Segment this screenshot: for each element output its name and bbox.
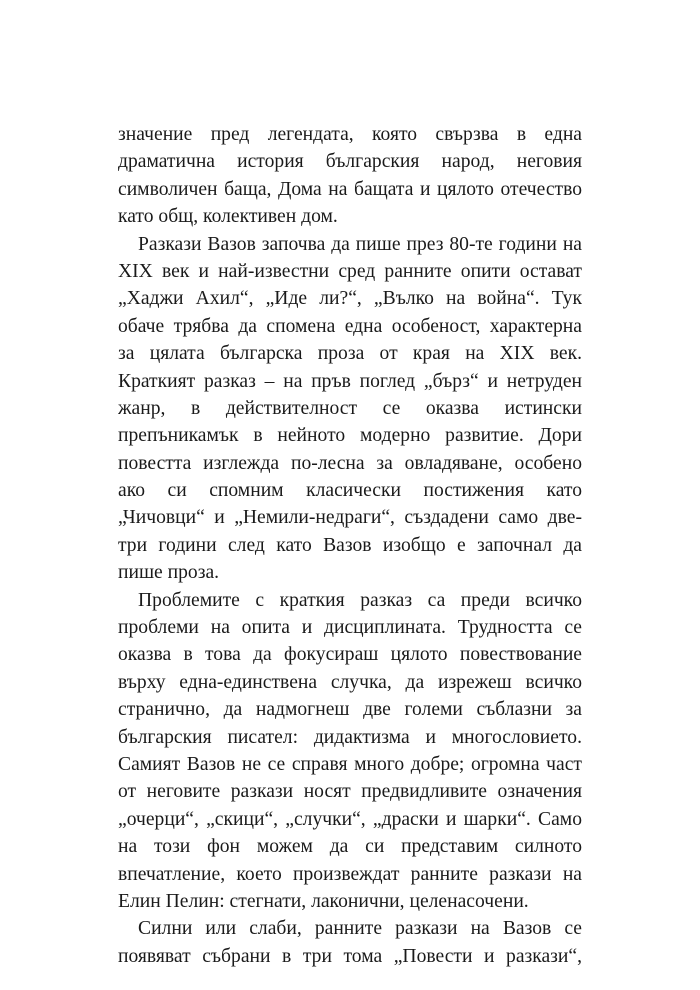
text-line: „очерци“, „скици“, „случки“, „драски и шарки“. Само xyxy=(118,808,582,830)
text-line: ако си спомним класически постижения като xyxy=(118,480,582,502)
paragraph xyxy=(118,915,582,970)
page-text-block xyxy=(118,121,582,970)
text-line: от неговите разкази носят предвидливите означения xyxy=(118,781,582,803)
text-line: появяват събрани в три тома „Повести и разкази“, xyxy=(118,945,582,967)
text-line: странично, да надмогнеш две големи съблазни за xyxy=(118,699,582,721)
text-line: Проблемите с краткия разказ са преди всичко xyxy=(138,589,582,611)
text-line: обаче трябва да спомена една особеност, характерна xyxy=(118,315,582,337)
text-line: XIX век и най-известни сред ранните опити остават xyxy=(118,260,582,282)
text-line: символичен баща, Дома на бащата и цялото отечество xyxy=(118,178,582,200)
text-line: „Хаджи Ахил“, „Иде ли?“, „Вълко на война“. Тук xyxy=(118,288,582,310)
text-line: Елин Пелин: стегнати, лаконични, целенасочени. xyxy=(118,890,529,912)
text-line: драматична история българския народ, неговия xyxy=(118,151,582,173)
text-line: значение пред легендата, която свързва в една xyxy=(118,124,582,145)
text-line: върху една-единствена случка, да изрежеш всичко xyxy=(118,671,582,693)
text-line: като общ, колективен дом. xyxy=(118,206,338,228)
text-line: проблеми на опита и дисциплината. Трудността се xyxy=(118,617,582,639)
text-line: впечатление, което произвеждат ранните разкази на xyxy=(118,863,582,885)
text-line: Разкази Вазов започва да пише през 80-те години на xyxy=(138,233,582,255)
text-line: пише проза. xyxy=(118,562,220,584)
text-line: три години след като Вазов изобщо е започнал да xyxy=(118,534,582,556)
text-line: за цялата българска проза от края на XIX век. xyxy=(118,343,582,365)
paragraph xyxy=(118,231,582,587)
paragraph xyxy=(118,121,582,231)
paragraph xyxy=(118,587,582,916)
text-line: на този фон можем да си представим силното xyxy=(118,836,582,858)
text-line: „Чичовци“ и „Немили-недраги“, създадени само две- xyxy=(118,507,582,529)
text-line: Самият Вазов не се справя много добре; огромна част xyxy=(118,753,582,775)
text-line: жанр, в действителност се оказва истински xyxy=(118,397,582,419)
text-line: препъникамък в нейното модерно развитие. Дори xyxy=(118,425,582,447)
text-line: повестта изглежда по-лесна за овладяване, особено xyxy=(118,452,582,474)
text-line: Силни или слаби, ранните разкази на Вазов се xyxy=(138,918,582,940)
text-line: Краткият разказ – на пръв поглед „бърз“ и нетруден xyxy=(118,370,582,392)
text-line: българския писател: дидактизма и многословието. xyxy=(118,726,582,748)
text-line: оказва в това да фокусираш цялото повествование xyxy=(118,644,582,666)
